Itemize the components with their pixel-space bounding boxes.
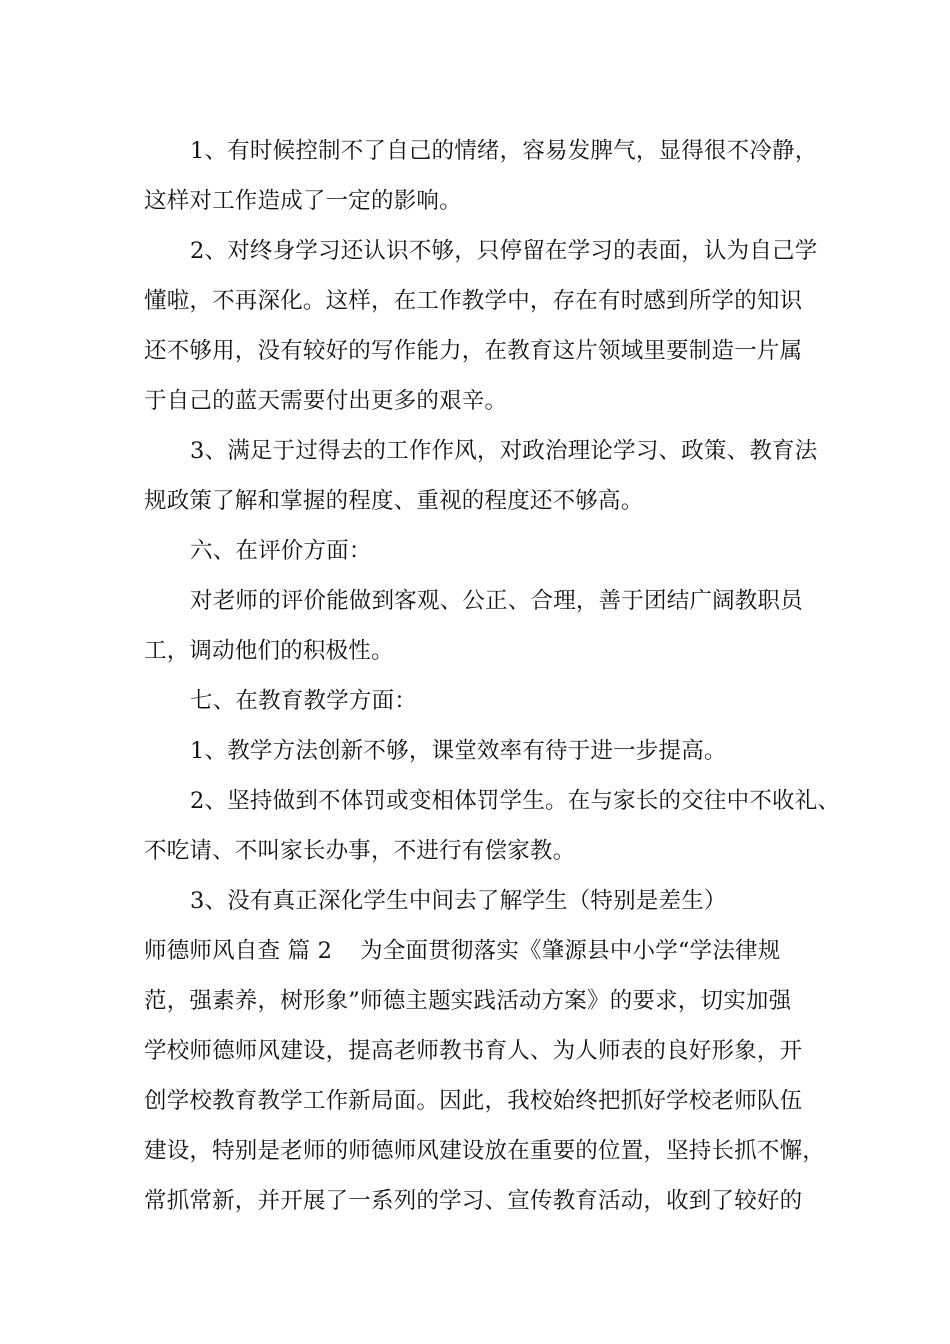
text-line: 范，强素养，树形象”师德主题实践活动方案》的要求，切实加强 xyxy=(144,988,792,1014)
text-line xyxy=(144,936,780,966)
text-line: 还不够用，没有较好的写作能力，在教育这片领域里要制造一片属 xyxy=(144,338,803,364)
text-line: 懂啦，不再深化。这样，在工作教学中，存在有时感到所学的知识 xyxy=(144,288,803,314)
article-title: 师德师风自查 篇 2 xyxy=(144,938,333,964)
text-line: 常抓常新，并开展了一系列的学习、宣传教育活动，收到了较好的 xyxy=(144,1188,803,1214)
text-line: 3、没有真正深化学生中间去了解学生（特别是差生） xyxy=(190,888,727,914)
text-line: 规政策了解和掌握的程度、重视的程度还不够高。 xyxy=(144,488,644,514)
text-line: 工，调动他们的积极性。 xyxy=(144,638,394,664)
text-line: 2、坚持做到不体罚或变相体罚学生。在与家长的交往中不收礼、 xyxy=(190,788,841,814)
text-line: 创学校教育教学工作新局面。因此，我校始终把抓好学校老师队伍 xyxy=(144,1088,803,1114)
text-line-start: 为全面贯彻落实《肇源县中小学“学法律规 xyxy=(360,938,781,964)
text-line: 3、满足于过得去的工作作风，对政治理论学习、政策、教育法 xyxy=(190,438,818,464)
section-heading: 六、在评价方面： xyxy=(190,538,372,564)
text-line: 这样对工作造成了一定的影响。 xyxy=(144,188,462,214)
text-line: 对老师的评价能做到客观、公正、合理，善于团结广阔教职员 xyxy=(190,588,803,614)
text-line: 学校师德师风建设，提高老师教书育人、为人师表的良好形象，开 xyxy=(144,1038,803,1064)
text-line: 建设，特别是老师的师德师风建设放在重要的位置，坚持长抓不懈， xyxy=(144,1138,826,1164)
text-line: 不吃请、不叫家长办事，不进行有偿家教。 xyxy=(144,838,576,864)
text-line: 于自己的蓝天需要付出更多的艰辛。 xyxy=(144,388,508,414)
text-line: 2、对终身学习还认识不够，只停留在学习的表面，认为自己学 xyxy=(190,238,818,264)
text-line: 1、有时候控制不了自己的情绪，容易发脾气，显得很不冷静， xyxy=(190,138,818,164)
section-heading: 七、在教育教学方面： xyxy=(190,688,418,714)
text-line: 1、教学方法创新不够，课堂效率有待于进一步提高。 xyxy=(190,738,727,764)
